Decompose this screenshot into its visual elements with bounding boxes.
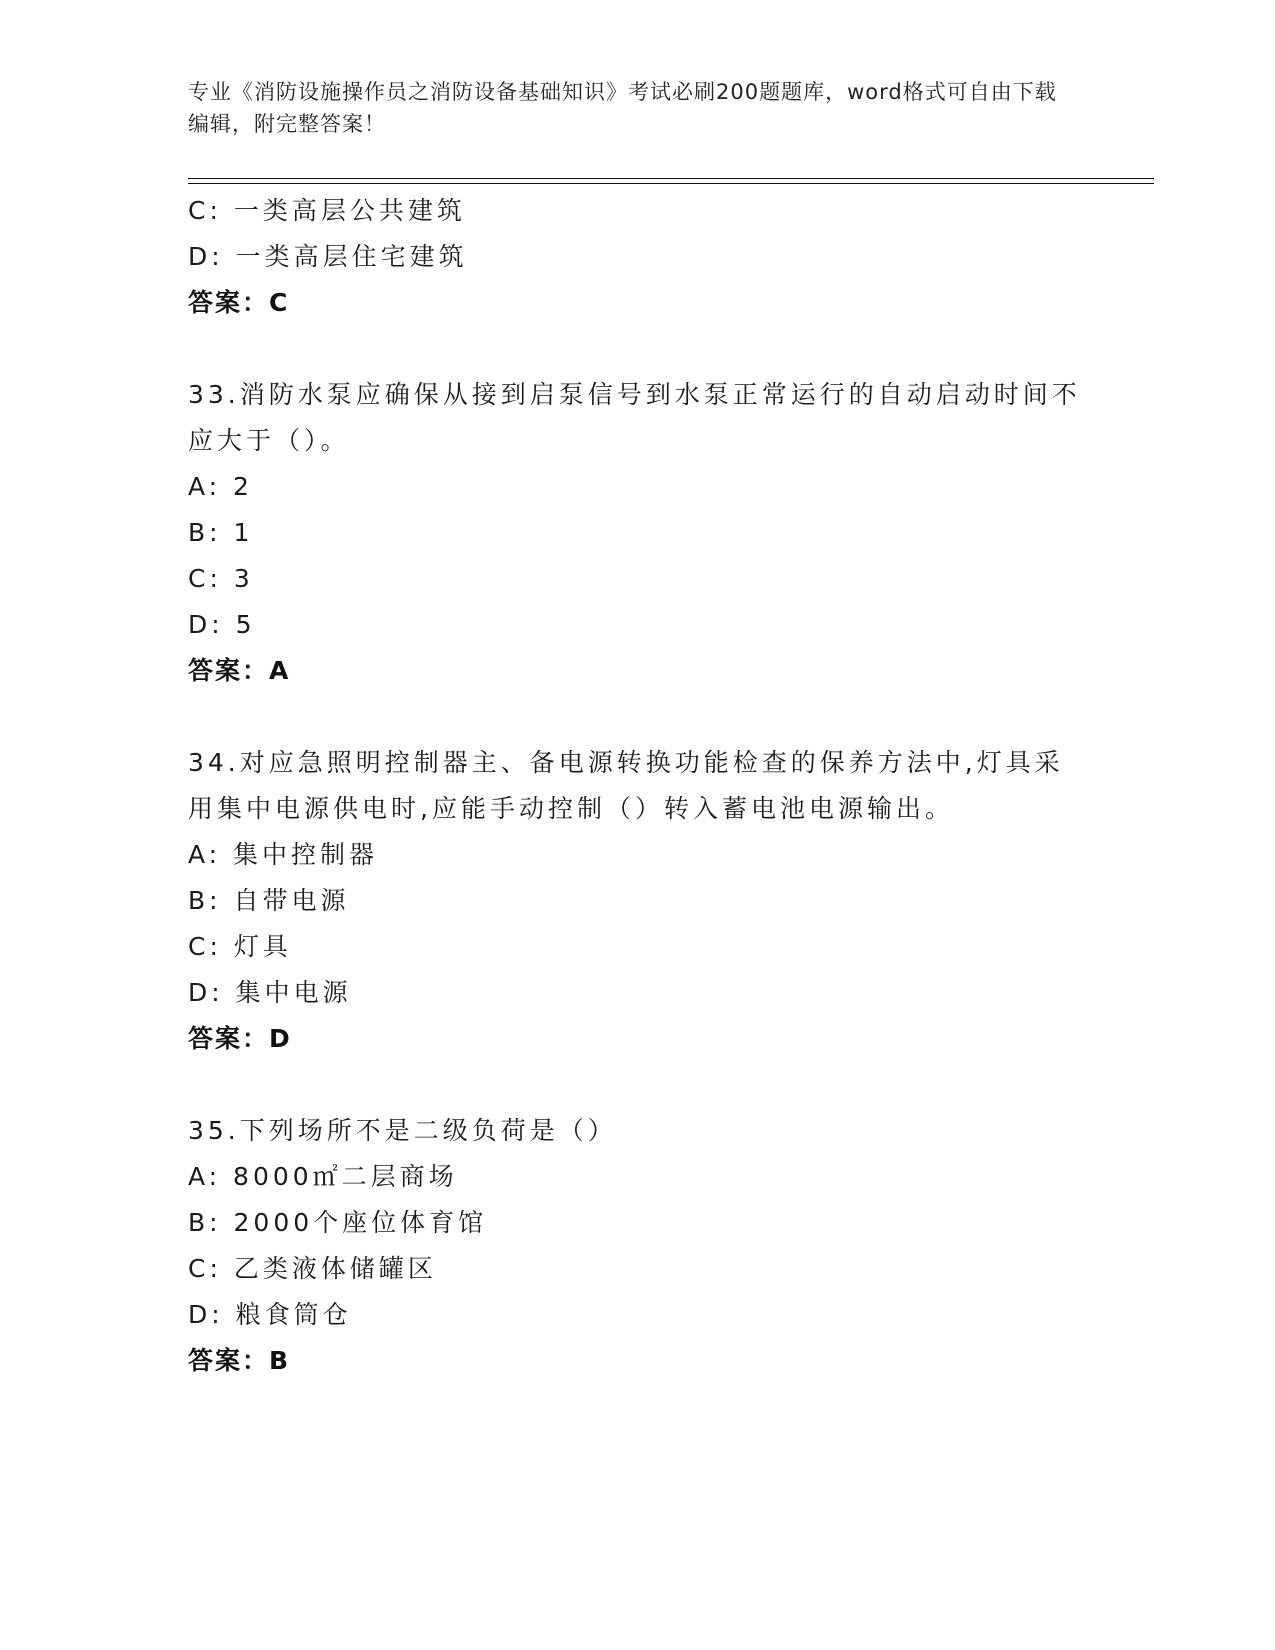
answer-line: 答案：B [188,1346,291,1375]
option-label: C: [188,932,222,961]
option-label: B: [188,1208,222,1237]
option-text: 8000㎡二层商场 [233,1162,458,1191]
carryover-question [188,188,1088,326]
option-c [188,188,1088,234]
question-text: 35.下列场所不是二级负荷是（） [188,1116,617,1145]
header-divider-bottom [188,183,1154,184]
option-text: 3 [233,564,254,593]
option-text: 1 [233,518,254,547]
option-label: C: [188,1254,222,1283]
option-d [188,1292,1088,1338]
option-label: B: [188,886,222,915]
question-text: 34.对应急照明控制器主、备电源转换功能检查的保养方法中,灯具采 用集中电源供电时,应能手动控制（）转入蓄电池电源输出。 [188,748,1064,823]
option-label: D: [188,610,224,639]
option-b [188,878,1088,924]
option-c [188,556,1088,602]
document-body [188,188,1088,1384]
option-b [188,510,1088,556]
option-text: 灯具 [233,932,292,961]
option-b [188,1200,1088,1246]
option-label: A: [188,840,222,869]
option-text: 一类高层公共建筑 [233,196,466,225]
option-text: 5 [235,610,256,639]
answer-line: 答案：D [188,1024,292,1053]
option-c [188,1246,1088,1292]
option-a [188,832,1088,878]
option-label: A: [188,1162,222,1191]
option-text: 2 [233,472,253,501]
option-text: 粮食筒仓 [235,1300,352,1329]
option-text: 乙类液体储罐区 [233,1254,437,1283]
answer-line: 答案：C [188,288,290,317]
option-text: 2000个座位体育馆 [233,1208,488,1237]
question-text: 33.消防水泵应确保从接到启泵信号到水泵正常运行的自动启动时间不 应大于（）。 [188,380,1081,455]
page-header: 专业《消防设施操作员之消防设备基础知识》考试必刷200题题库，word格式可自由下载编辑，附完整答案！ [188,80,1057,136]
option-d [188,602,1088,648]
question-34 [188,740,1088,1062]
option-text: 一类高层住宅建筑 [235,242,468,271]
option-label: A: [188,472,222,501]
header-divider-top [188,178,1154,179]
option-text: 自带电源 [233,886,350,915]
option-text: 集中电源 [235,978,352,1007]
option-label: C: [188,196,222,225]
option-text: 集中控制器 [233,840,379,869]
option-d [188,970,1088,1016]
option-c [188,924,1088,970]
option-label: B: [188,518,222,547]
option-label: D: [188,1300,224,1329]
option-a [188,464,1088,510]
question-33 [188,372,1088,694]
option-label: D: [188,242,224,271]
option-a [188,1154,1088,1200]
answer-line: 答案：A [188,656,291,685]
question-35 [188,1108,1088,1384]
option-label: D: [188,978,224,1007]
option-d [188,234,1088,280]
option-label: C: [188,564,222,593]
